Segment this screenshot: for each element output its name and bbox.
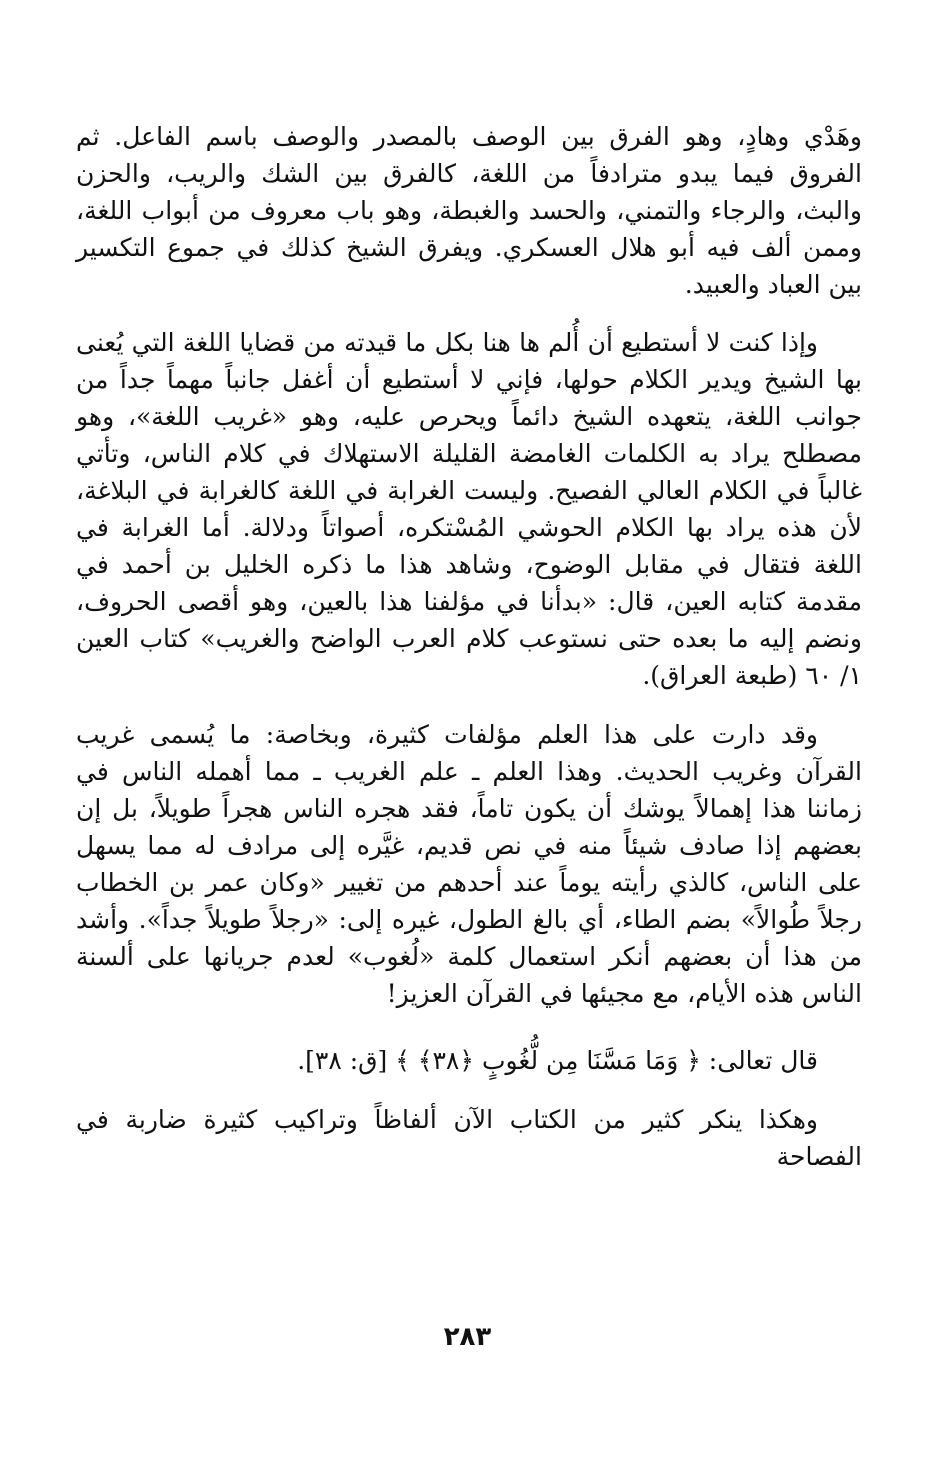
quran-verse-paragraph: قال تعالى: ﴿ وَمَا مَسَّنَا مِن لُّغُوبٍ ﴿٣٨﴾ ﴾ [ق: ٣٨]. <box>297 1046 818 1075</box>
page-body <box>76 118 862 1175</box>
paragraph-3: وقد دارت على هذا العلم مؤلفات كثيرة، وبخاصة: ما يُسمى غريب القرآن وغريب الحديث. وهذا العلم ـ علم الغريب ـ مما أهمله الناس في زماننا هذا إهمالاً يوشك أن يكون تاماً، فقد هجره الناس هجراً طويلاً، بل إن بعضهم إذا صادف شيئاً منه في نص قديم، غيَّره إلى مرادف له مما يسهل على الناس، كالذي رأيته يوماً عند أحدهم من تغيير «وكان عمر بن الخطاب رجلاً طُوالاً» بضم الطاء، أي بالغ الطول، غيره إلى: «رجلاً طويلاً جداً». وأشد من هذا أن بعضهم أنكر استعمال كلمة «لُغوب» لعدم جريانها على ألسنة الناس هذه الأيام، مع مجيئها في القرآن العزيز! <box>76 720 862 1008</box>
paragraph-2: وإذا كنت لا أستطيع أن أُلم ها هنا بكل ما قيدته من قضايا اللغة التي يُعنى بها الشيخ ويدير الكلام حولها، فإني لا أستطيع أن أغفل جانباً مهماً جداً من جوانب اللغة، يتعهده الشيخ دائماً ويحرص عليه، وهو «غريب اللغة»، وهو مصطلح يراد به الكلمات الغامضة القليلة الاستهلاك في كلام الناس، وتأتي غالباً في الكلام العالي الفصيح. وليست الغرابة في اللغة كالغرابة في البلاغة، لأن هذه يراد بها الكلام الحوشي المُسْتكره، أصواتاً ودلالة. أما الغرابة في اللغة فتقال في مقابل الوضوح، وشاهد هذا ما ذكره الخليل بن أحمد في مقدمة كتابه العين، قال: «بدأنا في مؤلفنا هذا بالعين، وهو أقصى الحروف، ونضم إليه ما بعده حتى نستوعب كلام العرب الواضح والغريب» كتاب العين ١/ ٦٠ (طبعة العراق). <box>76 328 862 690</box>
paragraph-1: وهَدْي وهادٍ، وهو الفرق بين الوصف بالمصدر والوصف باسم الفاعل. ثم الفروق فيما يبدو مترادفاً من اللغة، كالفرق بين الشك والريب، والحزن والبث، والرجاء والتمني، والحسد والغبطة، وهو باب معروف من أبواب اللغة، وممن ألف فيه أبو هلال العسكري. ويفرق الشيخ كذلك في جموع التكسير بين العباد والعبيد. <box>76 122 862 299</box>
paragraph-5: وهكذا ينكر كثير من الكتاب الآن ألفاظاً وتراكيب كثيرة ضاربة في الفصاحة <box>76 1105 862 1171</box>
page-number: ٢٨٣ <box>443 1322 492 1352</box>
